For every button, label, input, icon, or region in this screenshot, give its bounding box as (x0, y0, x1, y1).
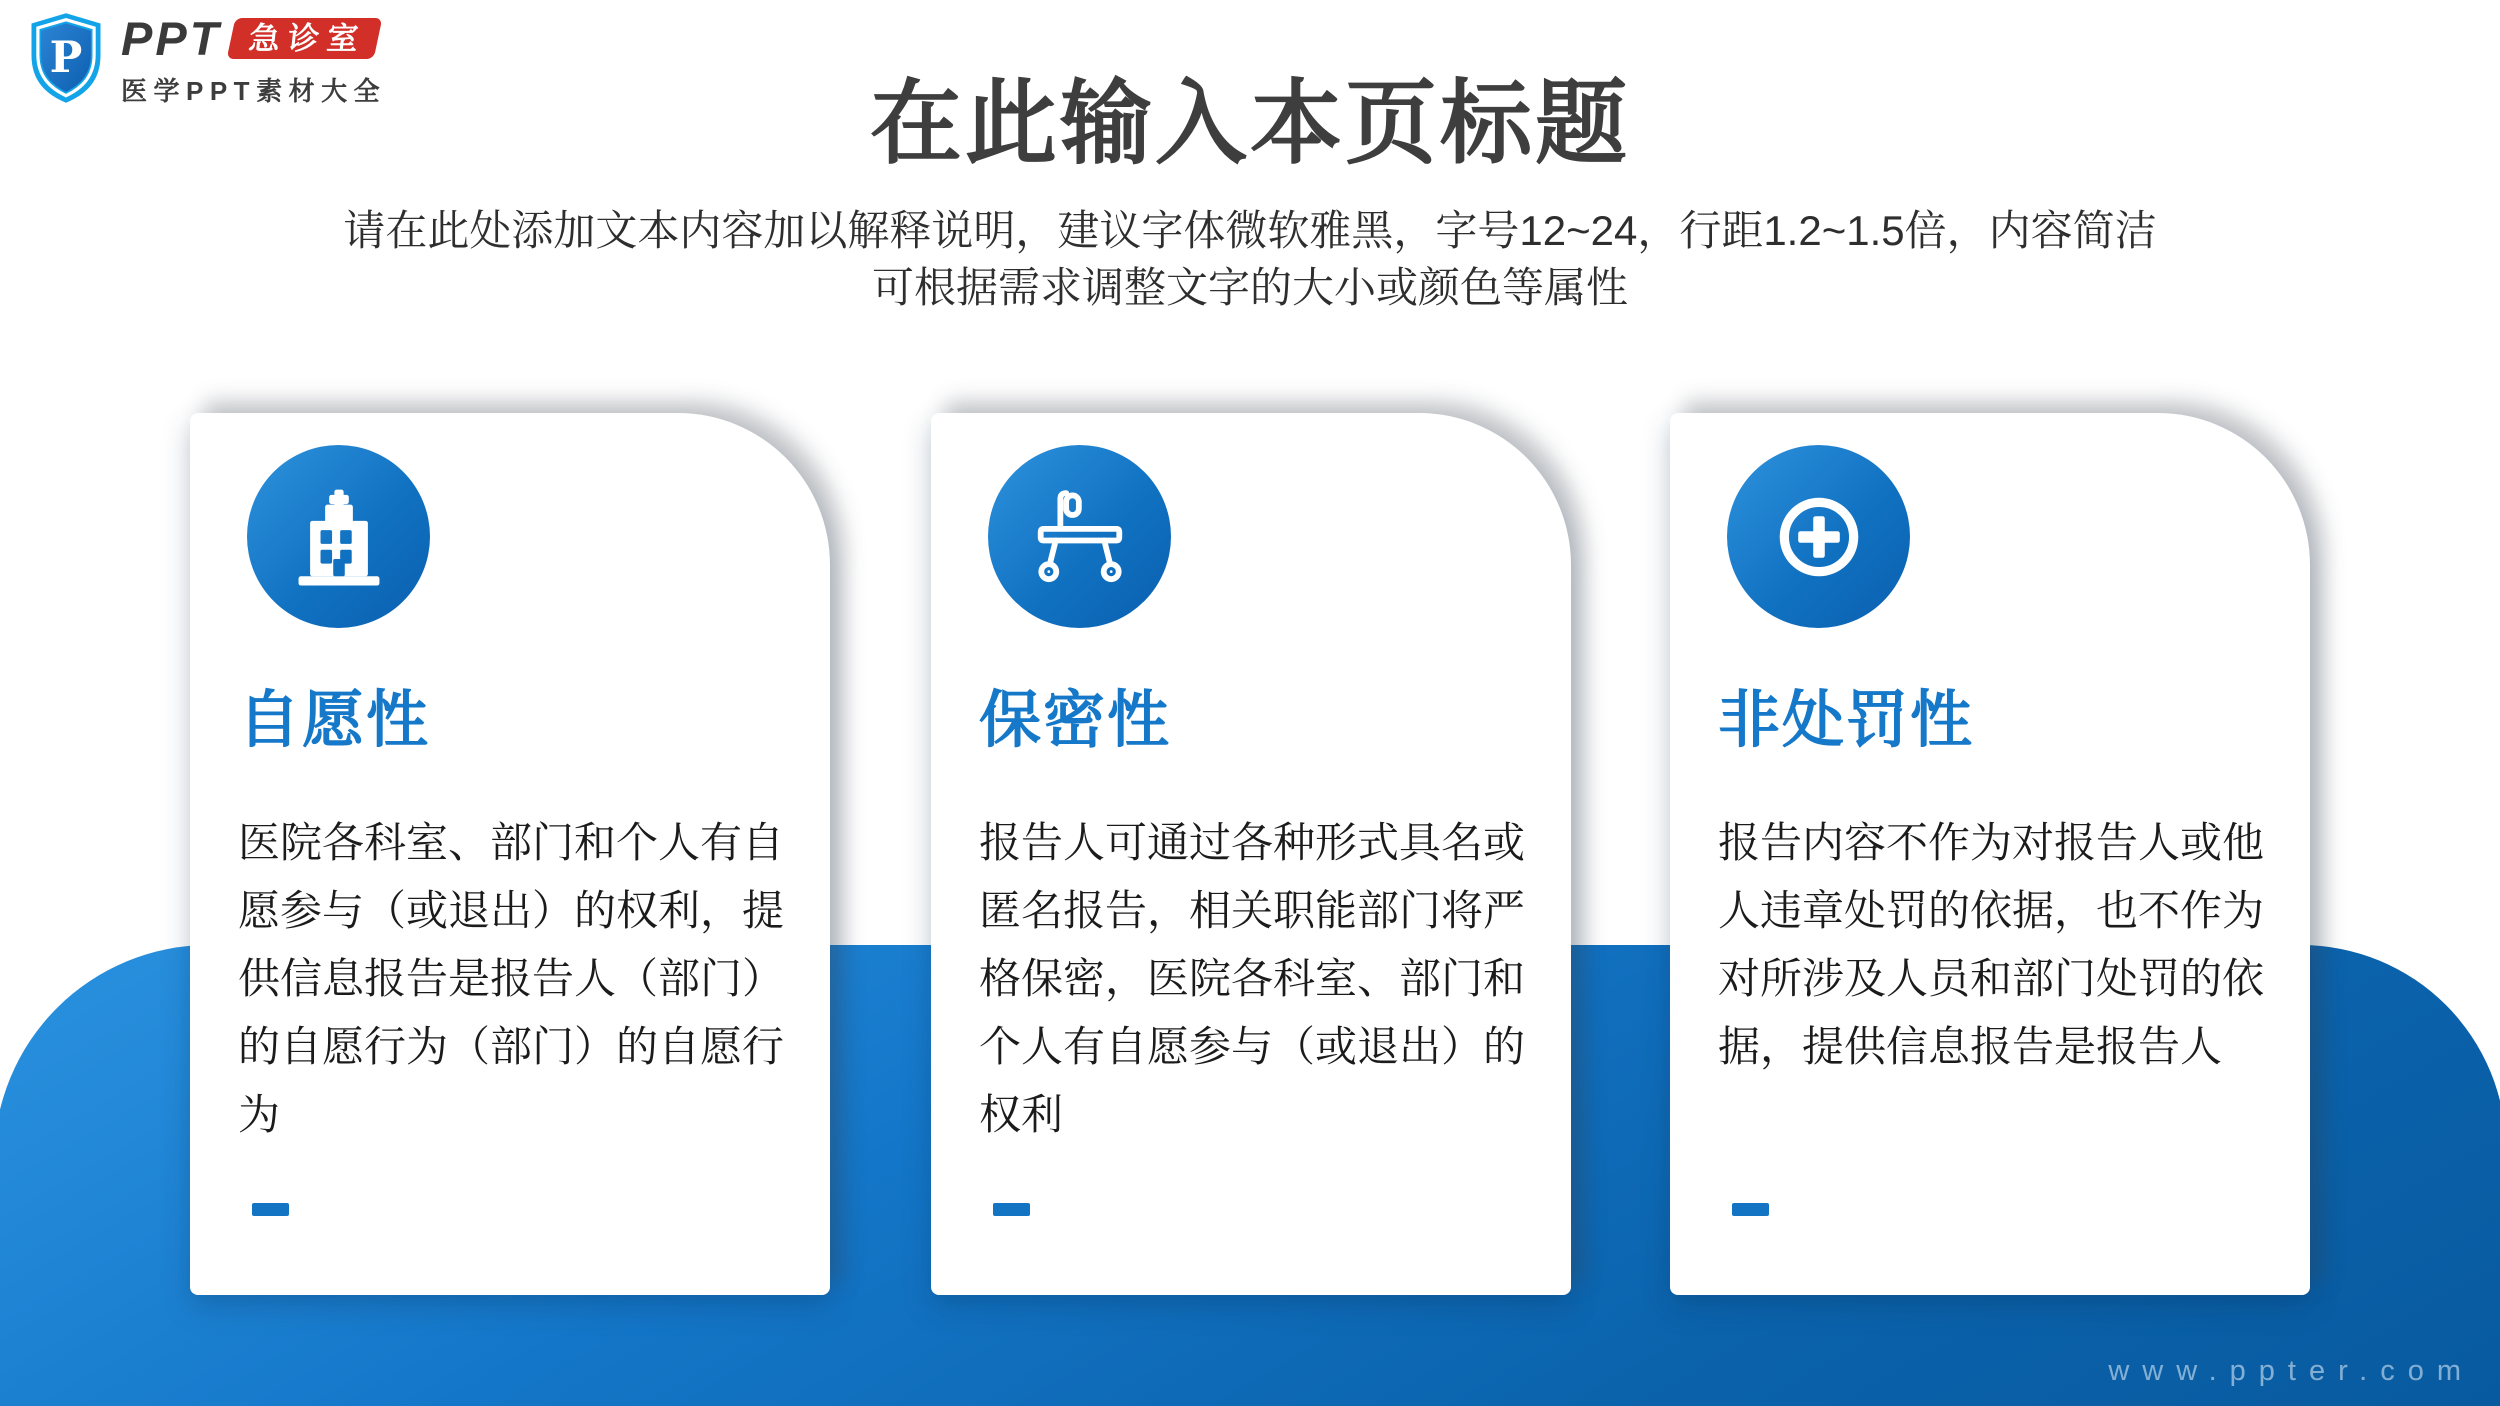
hospital-building-icon (287, 485, 391, 589)
card-title: 非处罚性 (1718, 686, 1975, 755)
card-accent-dash (1732, 1203, 1769, 1216)
card-accent-dash (252, 1203, 289, 1216)
hospital-bed-icon (1028, 485, 1132, 589)
principle-card-nonpunitive (1670, 413, 2310, 1295)
icon-circle (988, 445, 1171, 628)
card-accent-dash (993, 1203, 1030, 1216)
principle-card-voluntary (190, 413, 830, 1295)
icon-circle (247, 445, 430, 628)
brand-badge: 急诊室 (227, 18, 383, 59)
page-subtitle (0, 202, 2500, 316)
icon-circle (1727, 445, 1910, 628)
card-body-text: 报告人可通过各种形式具名或匿名报告，相关职能部门将严格保密，医院各科室、部门和个人有自愿参与（或退出）的权利 (979, 819, 1526, 1138)
principle-card-confidential (931, 413, 1571, 1295)
card-title: 保密性 (979, 686, 1172, 755)
medical-cross-circle-icon (1767, 485, 1871, 589)
page-title: 在此输入本页标题 (869, 73, 1630, 175)
subtitle-line-1: 请在此处添加文本内容加以解释说明，建议字体微软雅黑，字号12~24，行距1.2~1.5倍，内容简洁 (343, 207, 2157, 254)
card-title: 自愿性 (238, 686, 431, 755)
brand-name: PPT (121, 11, 222, 65)
subtitle-line-2: 可根据需求调整文字的大小或颜色等属性 (871, 264, 1628, 311)
card-body-text: 医院各科室、部门和个人有自愿参与（或退出）的权利，提供信息报告是报告人（部门）的自愿行为（部门）的自愿行为 (238, 819, 785, 1138)
watermark-url: www.ppter.com (2108, 1355, 2474, 1387)
brand-tagline: 医学PPT素材大全 (121, 76, 387, 106)
svg-text:P: P (49, 32, 83, 84)
card-body-text: 报告内容不作为对报告人或他人违章处罚的依据，也不作为对所涉及人员和部门处罚的依据，提供信息报告是报告人 (1718, 819, 2265, 1070)
